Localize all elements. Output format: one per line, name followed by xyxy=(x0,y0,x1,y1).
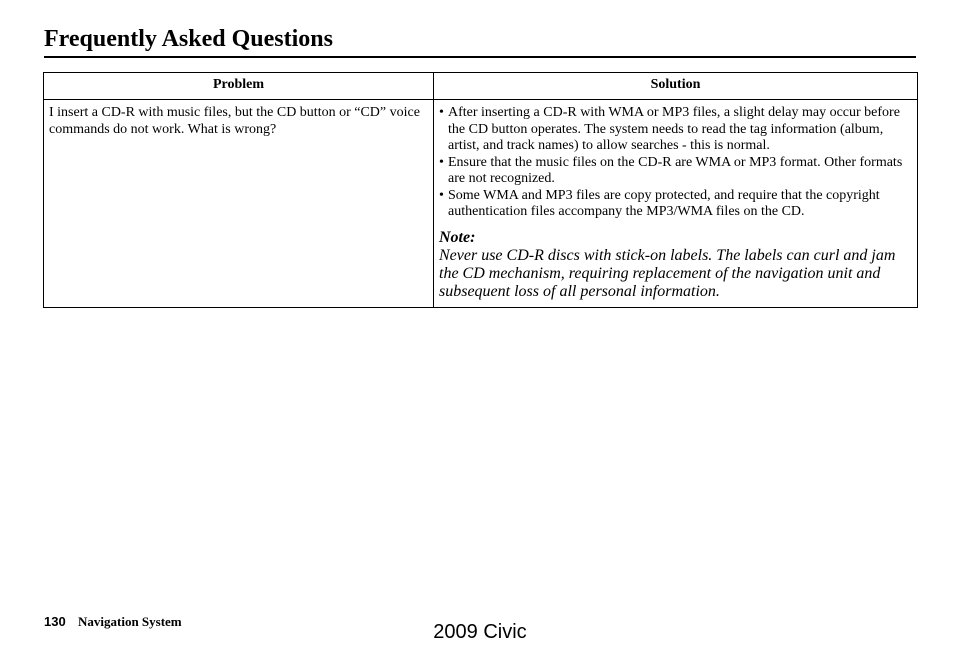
watermark-text: 2009 Civic xyxy=(433,621,527,643)
column-header-problem: Problem xyxy=(44,73,434,100)
page-title: Frequently Asked Questions xyxy=(44,26,333,52)
solution-item-text: After inserting a CD-R with WMA or MP3 files, a slight delay may occur before the CD button operates. The system needs to read the tag information (album, artist, and track names) to allow searches - this is normal. xyxy=(448,105,900,153)
bullet-icon: • xyxy=(439,105,444,120)
solution-list xyxy=(439,105,911,221)
title-divider xyxy=(44,56,916,58)
column-header-solution: Solution xyxy=(434,73,918,100)
note-heading: Note: xyxy=(439,228,476,246)
page-number: 130 xyxy=(44,614,66,629)
bullet-icon: • xyxy=(439,187,444,203)
solution-item xyxy=(439,155,911,188)
footer-section-title: Navigation System xyxy=(78,614,182,629)
solution-item-text: Ensure that the music files on the CD-R are WMA or MP3 format. Other formats are not recognized. xyxy=(448,154,903,186)
solution-item-text: Some WMA and MP3 files are copy protected, and require that the copyright authentication files accompany the MP3/WMA files on the CD. xyxy=(448,187,880,219)
table-header-row xyxy=(44,73,918,100)
bullet-icon: • xyxy=(439,154,444,170)
solution-item xyxy=(439,105,911,155)
note-text: Never use CD-R discs with stick-on labels. The labels can curl and jam the CD mechanism, requiring replacement of the navigation unit and subsequent loss of all personal information. xyxy=(439,246,896,300)
faq-table xyxy=(43,72,918,308)
solution-item xyxy=(439,188,911,221)
table-row xyxy=(44,100,918,308)
problem-cell: I insert a CD-R with music files, but the CD button or “CD” voice commands do not work. What is wrong? xyxy=(44,100,434,308)
solution-cell xyxy=(434,100,918,308)
